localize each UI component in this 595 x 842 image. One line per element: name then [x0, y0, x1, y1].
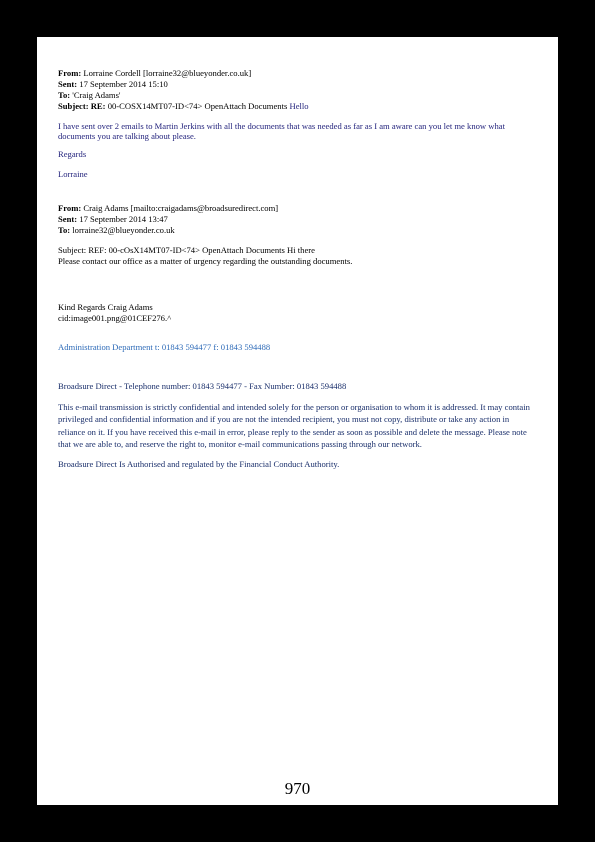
reply-subject-value: 00-COSX14MT07-ID<74> OpenAttach Documents — [107, 101, 288, 111]
reply-to-label: To: — [58, 90, 71, 100]
original-to-value: lorraine32@blueyonder.co.uk — [72, 225, 175, 235]
admin-department-line: Administration Department t: 01843 594477 f: 01843 594488 — [58, 342, 271, 352]
reply-to-value: 'Craig Adams' — [72, 90, 121, 100]
reply-subject-label: Subject: — [58, 101, 89, 111]
original-sent-value: 17 September 2014 13:47 — [79, 214, 168, 224]
image-reference: cid:image001.png@01CEF276.^ — [58, 313, 172, 323]
reply-subject-prefix: RE: — [90, 101, 106, 111]
disclaimer-line-4: that we are able to, and reserve the right to, monitor e-mail communications passing through our network. — [58, 438, 422, 449]
email-thread — [58, 68, 538, 470]
original-from-label: From: — [58, 203, 82, 213]
reply-to-row — [58, 90, 538, 101]
original-from-value: Craig Adams [mailto:craigadams@broadsuredirect.com] — [83, 203, 279, 213]
original-sent-label: Sent: — [58, 214, 78, 224]
original-to-row — [58, 225, 538, 236]
document-page — [37, 37, 558, 805]
original-subject-line: Subject: REF: 00-cOsX14MT07-ID<74> OpenAttach Documents Hi there — [58, 245, 315, 255]
reply-subject-row — [58, 101, 538, 112]
original-body-line: Please contact our office as a matter of urgency regarding the outstanding documents. — [58, 256, 353, 266]
reply-signature: Lorraine — [58, 169, 88, 179]
disclaimer-line-1: This e-mail transmission is strictly confidential and intended solely for the person or organisation to whom it is addressed. It may contain — [58, 402, 530, 412]
original-to-label: To: — [58, 225, 71, 235]
kind-regards: Kind Regards Craig Adams — [58, 302, 153, 312]
reply-subject-suffix: Hello — [289, 101, 309, 111]
reply-sent-label: Sent: — [58, 79, 78, 89]
original-sent-row — [58, 214, 538, 225]
original-email-body — [58, 245, 538, 392]
reply-email-header — [58, 68, 538, 112]
reply-body-line-1: I have sent over 2 emails to Martin Jerkins with all the documents that was needed as far as I am aware can you let me know what — [58, 121, 505, 131]
original-email-header — [58, 203, 538, 236]
reply-from-label: From: — [58, 68, 82, 78]
company-contact-line: Broadsure Direct - Telephone number: 01843 594477 - Fax Number: 01843 594488 — [58, 381, 347, 391]
page-number: 970 — [284, 779, 311, 798]
reply-regards: Regards — [58, 149, 87, 159]
reply-from-row — [58, 68, 538, 79]
reply-sent-row — [58, 79, 538, 90]
reply-body-line-2: documents you are talking about please. — [58, 131, 196, 141]
reply-sent-value: 17 September 2014 15:10 — [79, 79, 168, 89]
original-from-row — [58, 203, 538, 214]
fca-authorisation-line: Broadsure Direct Is Authorised and regulated by the Financial Conduct Authority. — [58, 459, 340, 470]
disclaimer-line-3: reliance on it. If you have received this e-mail in error, please reply to the sender as soon as possible and delete the message. Please note — [58, 426, 527, 437]
reply-email-body — [58, 121, 538, 180]
disclaimer — [58, 401, 538, 470]
reply-from-value: Lorraine Cordell [lorraine32@blueyonder.co.uk] — [83, 68, 252, 78]
disclaimer-line-2: privileged and confidential information and if you are not the intended recipient, you must not copy, distribute or take any action in — [58, 414, 510, 425]
